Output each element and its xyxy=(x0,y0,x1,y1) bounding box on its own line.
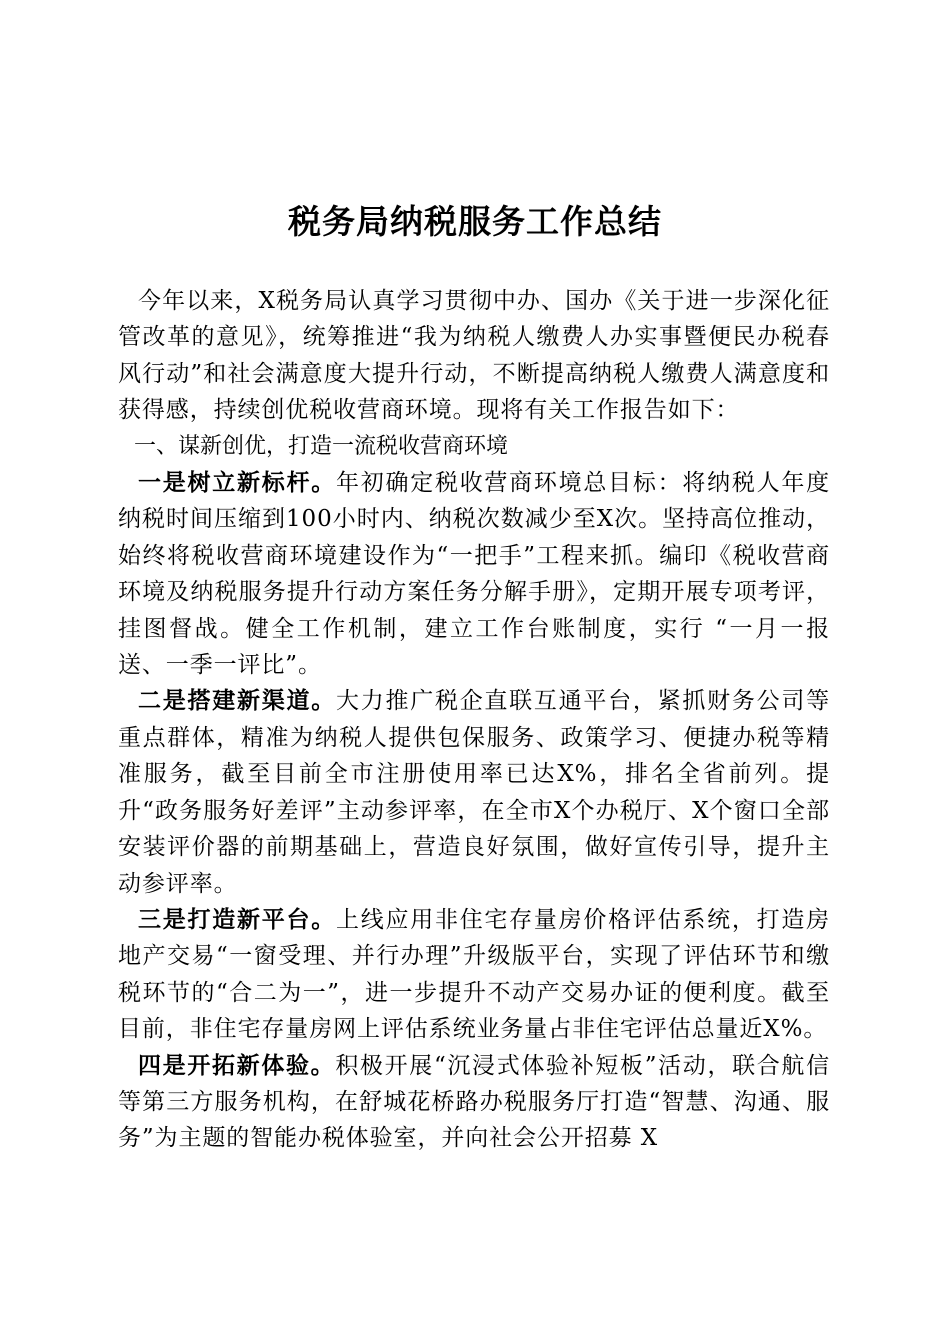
paragraph-item-4 xyxy=(118,1048,830,1157)
document-title: 税务局纳税服务工作总结 xyxy=(288,202,662,241)
paragraph-item-2 xyxy=(118,683,830,901)
paragraph-item-1 xyxy=(118,465,830,683)
paragraph-text: 积极开展“沉浸式体验补短板”活动，联合航信等第三方服务机构，在舒城花桥路办税服务厅打造“智慧、沟通、服务”为主题的智能办税体验室，并向社会公开招募 X xyxy=(118,1052,830,1152)
paragraph-text: 上线应用非住宅存量房价格评估系统，打造房地产交易“一窗受理、并行办理”升级版平台，实现了评估环节和缴税环节的“合二为一”，进一步提升不动产交易办证的便利度。截至目前，非住宅存量房网上评估系统业务量占非住宅评估总量近X%。 xyxy=(118,906,831,1043)
paragraph-item-3 xyxy=(118,902,830,1048)
paragraph-lead: 四是开拓新体验。 xyxy=(138,1051,336,1079)
intro-paragraph: 今年以来，X税务局认真学习贯彻中办、国办《关于进一步深化征管改革的意见》，统筹推进“我为纳税人缴费人办实事暨便民办税春风行动”和社会满意度大提升行动，不断提高纳税人缴费人满意度和获得感，持续创优税收营商环境。现将有关工作报告如下： xyxy=(118,288,830,424)
section-heading-1: 一、谋新创优，打造一流税收营商环境 xyxy=(134,433,509,459)
paragraph-text: 年初确定税收营商环境总目标：将纳税人年度纳税时间压缩到100小时内、纳税次数减少至X次。坚持高位推动，始终将税收营商环境建设作为“一把手”工程来抓。编印《税收营商环境及纳税服务提升行动方案任务分解手册》，定期开展专项考评，挂图督战。健全工作机制，建立工作台账制度，实行 “一月一报送、一季一评比”。 xyxy=(118,470,831,679)
paragraph-lead: 三是打造新平台。 xyxy=(138,905,336,933)
document-body xyxy=(118,283,830,1157)
paragraph-lead: 一是树立新标杆。 xyxy=(138,469,336,497)
paragraph-lead: 二是搭建新渠道。 xyxy=(138,687,336,715)
paragraph-text: 大力推广税企直联互通平台，紧抓财务公司等重点群体，精准为纳税人提供包保服务、政策学习、便捷办税等精准服务，截至目前全市注册使用率已达X%，排名全省前列。提升“政务服务好差评”主动参评率，在全市X个办税厅、X个窗口全部安装评价器的前期基础上，营造良好氛围，做好宣传引导，提升主动参评率。 xyxy=(118,688,831,897)
